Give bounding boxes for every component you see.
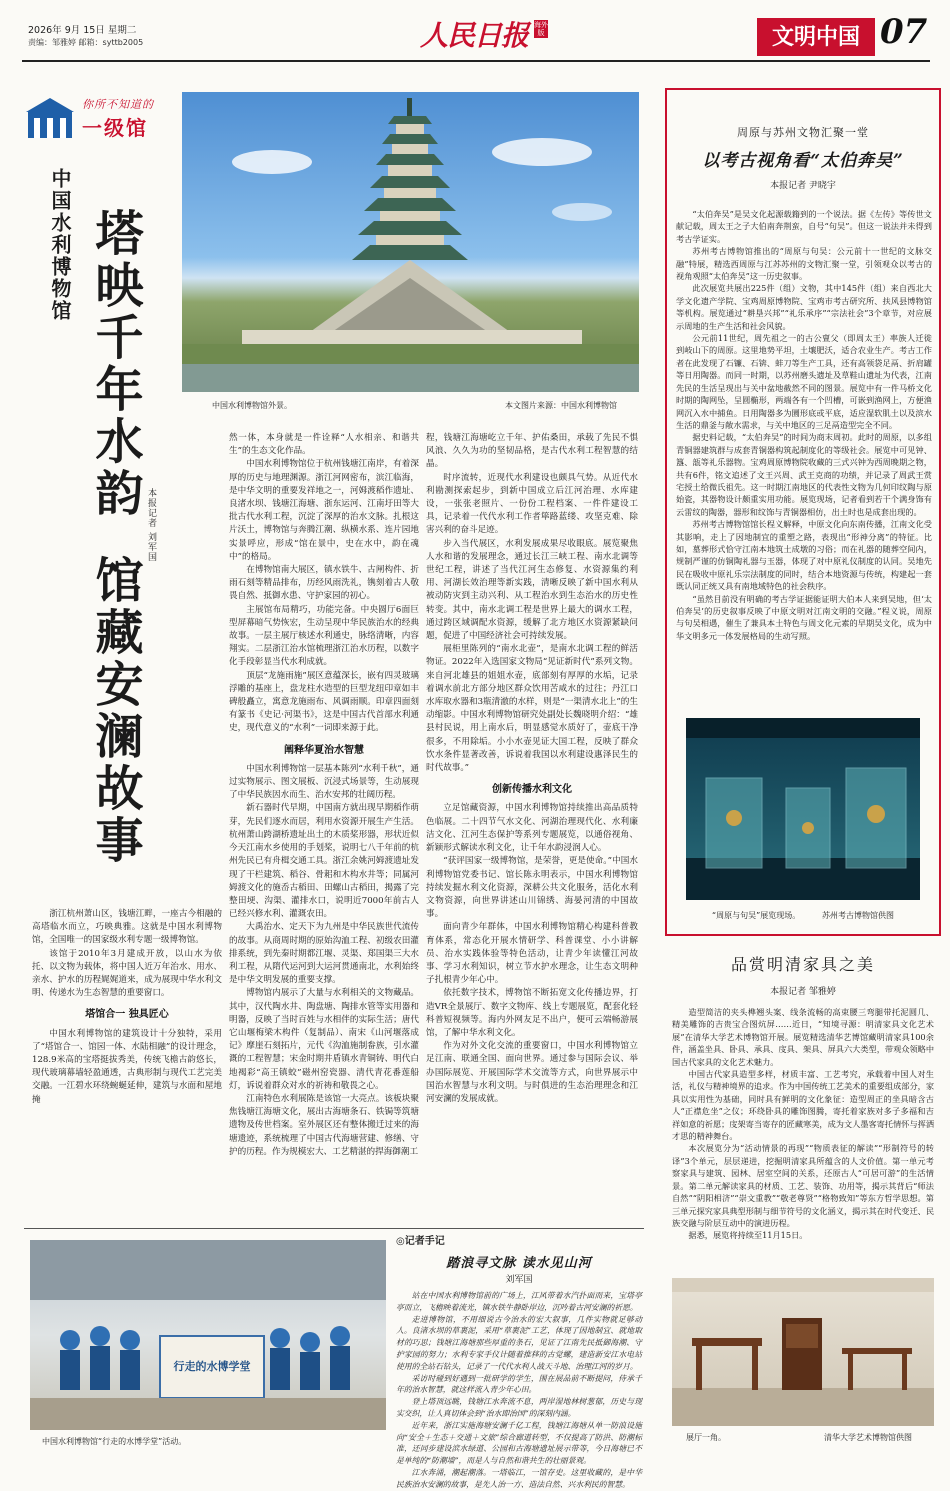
notes-headline: 踏浪寻文脉 读水见山河 xyxy=(446,1256,592,1271)
suzhou-caption-right: 苏州考古博物馆供图 xyxy=(822,911,894,920)
exhibit-hall-illustration xyxy=(686,718,920,900)
suzhou-kicker: 周原与苏州文物汇聚一堂 xyxy=(737,126,869,139)
notes-author: 刘军国 xyxy=(505,1275,533,1285)
notes-p5: 近年来，浙江实施海塘安澜千亿工程，钱塘江海塘从单一防浪设施向“安全＋生态＋交通＋文旅”综合廊道转型，不仅提高了防洪、防潮标准，还同步建设滨水绿道、公园和古海塘遗址展示带等，今日海塘已不是单纯的“防潮墙”，而是人与自然和谐共生的壮丽景观。 xyxy=(396,1420,642,1466)
photo-caption-left: 中国水利博物馆外景。 xyxy=(212,401,292,410)
suzhou-p4: 公元前11世纪，周先祖之一的古公亶父（即周太王）率族人迁徙到岐山下的周原。这里地势平坦，土壤肥沃，适合农业生产。考古工作者在此发现了石镰、石锛、蚌刀等生产工具，还有高领袋足鬲、折肩罐等日用陶器。而同一时期，以苏州磨头遗址及草鞋山遗址为代表，江南先民的生活呈现出与关中盆地截然不同的图景。展览中有一件马桥文化时期的陶网坠，呈圆椭形，两端各有一个凹槽，可嵌到渔网上，方便渔网沉入水中捕鱼。日用陶器多为圜形底或平底，适应湿软肌土以及滨水生活的鼎釜与敞水需求，与关中地区的三足鬲造型完全不同。 xyxy=(676,333,932,430)
header-editor: 责编：邹雅婷 邮箱：syttb2005 xyxy=(28,38,144,47)
main-lead: 浙江杭州萧山区，钱塘江畔，一座古今相融的高塔临水而立，巧映典雅。这就是中国水利博物馆，全国唯一的国家级水利专题一级博物馆。 xyxy=(32,909,222,946)
furniture-body xyxy=(672,1006,934,1274)
furniture-byline: 本报记者 邹雅婷 xyxy=(770,987,836,997)
col2-p7: 新石器时代早期，中国南方就出现早期稻作萌芽，先民们逐水而居，利用水资源开展生产生活。杭州萧山跨湖桥遗址出土的木质桨形器，形状近似今天江南水乡使用的手划桨，说明七八千年前的杭州先民已有舟楫交通工具。浙江余姚河姆渡遗址发现了干栏建筑、稻谷、骨耜和木构水井等；同属河姆渡文化的施岙古稻田、田螺山古稻田，揭露了完整田埂、沟渠、灌排水口，说明近7000年前古人已经兴修水利、灌溉农田。 xyxy=(229,803,419,920)
subhead-1: 塔馆合一 独具匠心 xyxy=(85,1009,169,1021)
museum-exterior-photo xyxy=(182,92,639,392)
col1-p1: 中国水利博物馆的建筑设计十分独特，采用了“塔馆合一、馆园一体、水陆相融”的设计理念，128.9米高的宝塔挺拔秀美，传统飞檐古韵悠长，现代玻璃幕墙轻盈通透，古典形制与现代工艺完美交融。一江碧水环绕蜿蜒延伸，建筑与水面和屋地掩 xyxy=(32,1028,222,1105)
suzhou-headline: 以考古视角看“太伯奔吴” xyxy=(702,151,904,171)
subhead-3: 创新传播水利文化 xyxy=(492,784,572,796)
furniture-headline: 品赏明清家具之美 xyxy=(730,955,875,974)
badge-topline: 你所不知道的 xyxy=(82,98,154,111)
notes-photo-caption: 中国水利博物馆“行走的水博学堂”活动。 xyxy=(42,1437,187,1446)
col2-p1: 然一体，本身就是一件诠释“人水相亲、和谐共生”的生态文化作品。 xyxy=(229,433,419,457)
col2-p9: 博物馆内展示了大量与水利相关的文物藏品。其中，汉代陶水井、陶盘塘、陶排水管等实用器和明器，反映了当时百姓与水相伴的实际生活；唐代它山堰梅梁木构件（复制品）、南宋《山河堰落成记》摩崖石刻拓片，元代《沟洫施制畚族，引水灌溉的工程智慧；宋金时期井盾镇水青铜铸、明代白地褐彩“高王镇蛟”磁州窑瓷器、清代青花番莲船灯，诉说着群众对水的祈祷和敬畏之心。 xyxy=(229,988,419,1091)
col2-p2: 中国水利博物馆位于杭州钱塘江南岸，有着深厚的历史与地理渊源。浙江河网密布，滨江临海，是中华文明的重要发祥地之一，河姆渡稻作遗址、良渚水坝、钱塘江海塘、浙东运河、江南圩田等大批古代水利工程，沉淀了深厚的治水文脉。扎根这片沃土，博物馆与奔腾江潮、纵横水系、连片园地实景呼应，形成“馆在景中，史在水中，韵在魂中”的格局。 xyxy=(229,459,419,562)
notes-p1: 站在中国水利博物馆前的广场上，江风带着水汽扑面而来，宝塔亭亭而立，飞檐映着流光，镇水铁牛静卧岸边，沉吟着古河安澜的祈愿。 xyxy=(396,1291,642,1312)
suzhou-body xyxy=(676,208,932,714)
suzhou-p6: 苏州考古博物馆馆长程义解释，中原文化向东南传播，江南文化受其影响，走上了因地制宜的重塑之路，表现出“形神分离”的特征。比如，墓葬形式恰守江南本地筑土成墩的习俗；而在礼器的随葬空间内，规制严谨的仿铜陶礼器与玉器，体现了对中原礼仪制度的认同。吴地先民在吸收中原礼乐宗法制度的同时，结合本地资源与传统，构建起一套既认同正统又具有南地域特色的社会秩序。 xyxy=(676,519,932,592)
header-date: 2026年 9月 15日 星期二 xyxy=(28,25,137,36)
col3-p9: 作为对外文化交流的重要窗口，中国水利博物馆立足江南、联通全国、面向世界。通过参与国际会议、举办国际展览、开展国际学术交流等方式，向世界展示中国治水智慧与水利文明。与时俱进的生态治理理念和江河安澜的发展成就。 xyxy=(426,1041,638,1104)
headline-2: 馆藏安澜故事 xyxy=(87,555,143,867)
suzhou-p5: 据史料记载，“太伯奔吴”的时间为商末周初。此时的周原，以多组青铜器建筑群与成套青铜器构筑起制度化的等级社会。展览中可见钟、簋、瓿等礼乐器物。宝鸡周原博物院收藏的三式兴钟为西周晚期之物，共有6件，铭文追述了文王兴周、武王克商的功绩，并记录了周武王赏宅授土给微氏祖先。这一时期江南地区的代表性文物为几何印纹陶与原始瓷，其器物设计颇重实用功能。展览现场，记者看到若干个满身饰有云雷纹的陶器，器形和纹饰与青铜器相仿，出土时也是成套出现的。 xyxy=(676,432,932,517)
col3-p6: “获评国家一级博物馆，是荣誉，更是使命。”中国水利博物馆党委书记、馆长陈永明表示，中国水利博物馆持续发掘水利文化资源，深耕公共文化服务，活化水利文物资源，向世界讲述山川锦绣、海晏河清的中国故事。 xyxy=(426,856,638,920)
suzhou-p2: 苏州考古博物馆推出的“周原与句吴：公元前十一世纪的文脉交融”特展，精选西周原与江苏苏州的文物汇聚一堂，引领观众以考古的视角观照“太伯奔吴”这一历史叙事。 xyxy=(676,246,932,282)
main-col-2 xyxy=(229,432,419,1222)
subhead-2: 阐释华夏治水智慧 xyxy=(284,744,364,756)
column-badge xyxy=(26,94,176,144)
furniture-caption-left: 展厅一角。 xyxy=(686,1433,726,1442)
furniture-p2: 中国古代家具造型多样，材质丰富、工艺考究，承载着中国人对生活，礼仪与精神境界的追求。作为中国传统工艺美术的重要组成部分，家具以实用性为基础，同时具有鲜明的文化象征：造型周正的坐具暗含古人“正襟危坐”之仪；环绕卧具的雕饰图腾，寄托着家族对多子多福和吉祥如意的祈愿；庋架寄当寄存的匠藏寒美，成为文人墨客寄托情怀与挥洒才思的精神舞台。 xyxy=(672,1069,935,1142)
col3-p5: 立足馆藏资源，中国水利博物馆持续推出高品质特色临展。二十四节气水文化、河湖治理现代化、水利廉洁文化、江河生态保护等系列专题展览，以通俗视角、新颖形式解读水利文化，让千年水韵浸润人心。 xyxy=(426,803,638,854)
museum-building-icon xyxy=(26,96,74,140)
edition-tag: 海外版 xyxy=(534,21,548,37)
col3-p7: 面向青少年群体，中国水利博物馆精心构建科普教育体系，常态化开展水情研学、科普课堂、小小讲解员、治水实践体验等特色活动，让青少年读懂江河故事、学习水利知识，树立节水护水理念，让生态文明种子扎根青少年心中。 xyxy=(426,922,638,986)
notes-p4: 登上塔顶远眺，钱塘江水奔流不息，两岸湿地林树葱郁，历史与现实交织，让人真切体会到“治水即治国”的深刻内涵。 xyxy=(396,1397,642,1418)
header-rule xyxy=(22,60,930,62)
col2-p5: 顶层“龙施雨施”展区意蕴深长，嵌有四灵玻璃浮雕的基座上，盘龙柱水造型的巨型龙纽印章如丰碑般矗立，寓意龙施雨布、风调雨顺。印章四面刻有篆书《史记·河渠书》，这是中国古代首部水利通史，现代意义的“水利”一词即来源于此。 xyxy=(229,670,419,734)
col2-p6: 中国水利博物馆一层基本陈列“水利千秋”，通过实物展示、图文展板、沉浸式场景等，生动展现了中华民族因水而生、治水安邦的壮阔历程。 xyxy=(229,763,419,801)
pagoda-illustration xyxy=(182,92,639,392)
page-number: 07 xyxy=(880,12,928,52)
museum-name: 中国水利博物馆 xyxy=(48,168,72,322)
suzhou-p3: 此次展览共展出225件（组）文物，其中145件（组）来自西北大学文化遗产学院、宝鸡周原博物院、宝鸡市考古研究所、扶风县博物馆等机构。展览通过“耕垦兴邦”“礼乐承序”“宗法社会”3个章节，对应展示周地的生产生活和社会风貌。 xyxy=(676,283,932,331)
main-byline: 本报记者 刘军国 xyxy=(146,488,156,562)
students-group-illustration xyxy=(30,1240,386,1430)
suzhou-caption-left: “周原与句吴”展览现场。 xyxy=(712,911,801,920)
notes-rule xyxy=(24,1228,644,1229)
furniture-p4: 据悉，展览将持续至11月15日。 xyxy=(688,1230,808,1241)
main-lead-2: 该馆于2010年3月建成开放，以山水为依托、以文物为载体，将中国人近万年治水、用水、亲水、护水的历程娓娓道来，成为展现中华水利文明、传递水为生态智慧的重要窗口。 xyxy=(32,948,222,999)
suzhou-byline: 本报记者 尹晓宇 xyxy=(770,181,836,191)
suzhou-p7: “虽然目前没有明确的考古学证据能证明大伯本人来到吴地，但‘太伯奔吴’的历史叙事反映了中原文明对江南文明的交融。”程义说，周原与句吴相遇，催生了兼具本土特色与周文化元素的早期吴文化，成为中华文明多元一体发展格局的生动写照。 xyxy=(676,593,932,641)
suzhou-p1: “太伯奔吴”是吴文化起源载籍到的一个说法。据《左传》等传世文献记载，周太王之子大伯南奔荆蛮，自号“句吴”。但这一说法并未得到考古学证实。 xyxy=(676,209,932,244)
furniture-illustration xyxy=(672,1278,934,1426)
masthead xyxy=(420,14,560,54)
photo-caption-right: 本文图片来源：中国水利博物馆 xyxy=(505,401,617,410)
main-col-3 xyxy=(426,432,638,1222)
notes-column-tag: ◎记者手记 xyxy=(396,1236,445,1247)
furniture-p3: 本次展览分为“活动情景的再现”“物质表征的解读”“形制符号的转译”3个单元，层层递进，挖掘明清家具所蕴含的人文价值。第一单元考察家具与建筑、园林、居室空间的关系，还原古人“可居可游”的生活情景。第二单元解读家具的材质、工艺、装饰、功用等，揭示其背后“师法自然”“阴阳相济”“崇文重教”“敬老尊贤”“格物致知”等东方哲学思想。第三单元探究家具典型形制与细节符号的文化涵义，揭示其在时代变迁、民族交融与阶层互动中的演进历程。 xyxy=(672,1143,935,1228)
main-col-1 xyxy=(32,908,222,1222)
headline-1: 塔映千年水韵 xyxy=(87,208,143,520)
col2-p3: 在博物馆南大展区，镇水铁牛、古闸构件、折雨石刻等精品排布，历经风雨洗礼，镌刻着古人敬畏自然、抵御水患、守护家园的初心。 xyxy=(229,565,419,602)
study-activity-photo xyxy=(30,1240,386,1430)
furniture-hall-photo xyxy=(672,1278,934,1426)
section-title: 文明中国 xyxy=(771,24,860,50)
col2-p4: 主展馆布局精巧，功能完备。中央圆厅6面巨型屏幕暗气势恢宏，生动呈现中华民族治水的经典故事。一层主展厅核述水利通史，脉络清晰，内容翔实。二层浙江治水馆梳理浙江治水历程，以数字化手段彰显当代水利成就。 xyxy=(229,604,419,668)
notes-p2: 走进博物馆，不用细说古今治水的宏大叙事，几件实物就足够动人。良渚水坝的草裹泥，采用“草裹泥”工艺，体现了因地制宜、就地取材的巧思；钱塘江海塘那些厚重的条石，见证了江南先民抵御海潮、守护家园的努力；水利专家手仪计随着推移的古觉螺，建造新安江水电站使用的全站石钻头，记录了一代代水利人战天斗地、治理江河的岁月。 xyxy=(396,1314,642,1371)
col3-p3: 步入当代展区，水利发展成果尽收眼底。展览聚焦人水和谐的发展理念，通过长江三峡工程、南水北调等世纪工程，讲述了当代江河生态修复、水资源集约利用、河湖长效治理等新实践，清晰反映了新中国水利从被动防灾到主动兴利、从工程治水到生态治水的历史性转变。其中，南水北调工程是世界上最大的调水工程，通过跨区域调配水资源，缓解了北方地区水资源紧缺问题，促进了中国经济社会可持续发展。 xyxy=(426,538,638,642)
suzhou-exhibit-photo xyxy=(686,718,920,900)
study-banner-text: 行走的水博学堂 xyxy=(173,1360,251,1373)
notes-p6: 江水奔涌，潮起潮落。一塔临江，一馆存史。这里收藏的，是中华民族治水安澜的故事，是先人治一方、造法自然、兴水利民的智慧。 xyxy=(396,1467,642,1489)
col3-p2: 时序流转，近现代水利建设也颇具气势。从近代水利勘测探索起步，到新中国成立后江河治理、水库建设，一张张老照片、一份份工程档案、一件件建设工具，记录着一代代水利工作者筚路蓝缕、攻坚克难、除害兴利的奋斗足迹。 xyxy=(426,472,638,536)
furniture-p1: 造型简洁的夹头榫翘头案、线条流畅的高束腰三弯腿带托泥圆几、精美雕饰的吉贵宝合图炕屏……近日，“知境寻源：明清家具文化艺术展”在清华大学艺术博物馆开展。展览精选清华艺博馆藏明清家具100余件，涵盖坐具、卧具、承具、庋具、架具、屏具六大类型，带观众领略中国古代家具的文化艺术魅力。 xyxy=(672,1007,935,1067)
col2-p8: 大禹治水、定天下为九州是中华民族世代流传的故事。从商周时期的原始沟洫工程、初级农田灌排系统，到先秦时期都江堰、灵渠、郑国渠三大水利工程，从隋代运河到大运河贯通南北，水利始终是中华文明发展的重要支撑。 xyxy=(229,922,419,986)
notes-body xyxy=(396,1290,642,1489)
col2-p10: 江南特色水利展陈是该馆一大亮点。该板块聚焦钱塘江海塘文化，展出古海塘条石、铁锔等筑塘遗物及传世档案。室外展区还有整体搬迁过来的海塘遗迹，系统梳理了中国古代海塘营建、修缮、守护的历程。作为规模宏大、工艺精湛的捍海御潮工 xyxy=(229,1093,419,1157)
col3-p4: 展柜里陈列的“南水北壶”，是南水北调工程的鲜活物证。2022年入选国家文物局“见证新时代”系列文物。来自河北雄县的姐姐水壶，底部刻有厚厚的水垢，记录着调水前北方部分地区群众饮用苦咸水的过往；丹江口水库取水器和3瓶清澈的水样，则是“一渠清水北上”的生动缩影。中国水利博物馆研究处副处长魏晓明介绍：“雄县村民说，用上南水后，明显感觉水质好了，壶底干净很多，不用除垢。小小水壶见证大国工程，反映了群众饮水条件显著改善，诉说着我国以水利建设惠泽民生的时代故事。” xyxy=(426,644,638,774)
col3-p8: 依托数字技术，博物馆不断拓宽文化传播边界，打造VR全景展厅、数字文物库、线上专题展览，配套化轻科普短视频等。海内外网友足不出户，便可云端畅游展馆，了解中华水利文化。 xyxy=(426,988,638,1038)
furniture-caption-right: 清华大学艺术博物馆供图 xyxy=(824,1433,912,1442)
section-banner xyxy=(757,18,875,56)
notes-p3: 采访时碰到好遇到一批研学的学生，围在展品前不断提问，侍承千年的治水智慧，就这样流入青少年心田。 xyxy=(396,1373,642,1395)
col3-p1: 程，钱塘江海塘屹立千年、护佑桑田，承载了先民不惧风浪、久久为功的坚韧品格，是古代水利工程智慧的结晶。 xyxy=(426,433,638,470)
masthead-title: 人民日报 xyxy=(420,19,529,52)
badge-title: 一级馆 xyxy=(82,116,148,140)
